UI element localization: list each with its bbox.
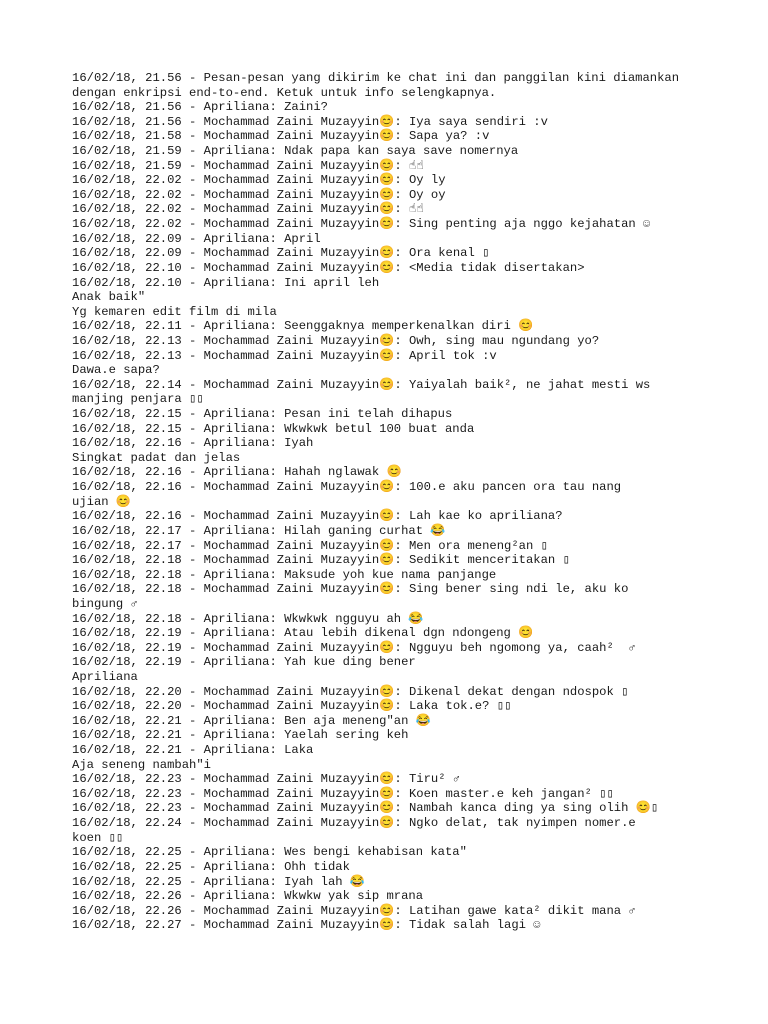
chat-log-line: 16/02/18, 22.16 - Mochammad Zaini Muzayyin😊: Lah kae ko apriliana?	[72, 509, 563, 524]
chat-log-line: 16/02/18, 22.14 - Mochammad Zaini Muzayyin😊: Yaiyalah baik², ne jahat mesti ws	[72, 377, 651, 392]
chat-log-line: ujian 😊	[72, 494, 132, 509]
chat-log-line: 16/02/18, 22.23 - Mochammad Zaini Muzayyin😊: Nambah kanca ding ya sing olih 😊▯	[72, 801, 659, 816]
chat-log-line: 16/02/18, 22.19 - Apriliana: Atau lebih dikenal dgn ndongeng 😊	[72, 626, 534, 641]
chat-log-line: 16/02/18, 22.18 - Mochammad Zaini Muzayyin😊: Sedikit menceritakan ▯	[72, 553, 570, 568]
chat-log-line: 16/02/18, 22.02 - Mochammad Zaini Muzayyin😊: ☝☝	[72, 202, 424, 217]
chat-log-line: 16/02/18, 21.59 - Apriliana: Ndak papa kan saya save nomernya	[72, 144, 519, 159]
chat-log-line: Dawa.e sapa?	[72, 363, 160, 378]
chat-log-line: 16/02/18, 22.26 - Mochammad Zaini Muzayyin😊: Latihan gawe kata² dikit mana ♂	[72, 903, 636, 918]
chat-log-line: 16/02/18, 21.59 - Mochammad Zaini Muzayyin😊: ☝☝	[72, 158, 424, 173]
chat-log-line: 16/02/18, 22.15 - Apriliana: Pesan ini telah dihapus	[72, 407, 453, 422]
chat-log-line: 16/02/18, 22.20 - Mochammad Zaini Muzayyin😊: Dikenal dekat dengan ndospok ▯	[72, 684, 629, 699]
chat-log-line: 16/02/18, 22.23 - Mochammad Zaini Muzayyin😊: Koen master.e keh jangan² ▯▯	[72, 786, 614, 801]
chat-log-line: Singkat padat dan jelas	[72, 450, 241, 465]
chat-log-line: 16/02/18, 22.10 - Mochammad Zaini Muzayyin😊: <Media tidak disertakan>	[72, 260, 585, 275]
chat-log-line: 16/02/18, 22.25 - Apriliana: Ohh tidak	[72, 859, 350, 874]
chat-log-line: 16/02/18, 22.21 - Apriliana: Yaelah sering keh	[72, 728, 409, 743]
chat-log-line: 16/02/18, 22.27 - Mochammad Zaini Muzayyin😊: Tidak salah lagi ☺	[72, 918, 541, 933]
chat-log-line: 16/02/18, 22.13 - Mochammad Zaini Muzayyin😊: April tok :v	[72, 348, 497, 363]
chat-log-line: 16/02/18, 22.24 - Mochammad Zaini Muzayyin😊: Ngko delat, tak nyimpen nomer.e	[72, 816, 636, 831]
chat-log-line: 16/02/18, 22.18 - Apriliana: Wkwkwk ngguyu ah 😂	[72, 611, 424, 626]
chat-log-line: 16/02/18, 22.25 - Apriliana: Wes bengi kehabisan kata"	[72, 845, 467, 860]
chat-log-line: 16/02/18, 22.11 - Apriliana: Seenggaknya memperkenalkan diri 😊	[72, 319, 534, 334]
chat-log-line: 16/02/18, 22.26 - Apriliana: Wkwkw yak sip mrana	[72, 889, 424, 904]
chat-log-line: 16/02/18, 22.16 - Apriliana: Hahah nglawak 😊	[72, 465, 402, 480]
chat-log-line: 16/02/18, 22.02 - Mochammad Zaini Muzayyin😊: Oy oy	[72, 187, 446, 202]
chat-log-line: 16/02/18, 22.19 - Mochammad Zaini Muzayyin😊: Ngguyu beh ngomong ya, caah² ♂	[72, 640, 636, 655]
chat-log-line: 16/02/18, 21.58 - Mochammad Zaini Muzayyin😊: Sapa ya? :v	[72, 129, 490, 144]
chat-log-line: 16/02/18, 22.02 - Mochammad Zaini Muzayyin😊: Oy ly	[72, 173, 446, 188]
chat-log-line: dengan enkripsi end-to-end. Ketuk untuk info selengkapnya.	[72, 85, 497, 100]
chat-log-line: Yg kemaren edit film di mila	[72, 304, 277, 319]
chat-log-line: 16/02/18, 22.15 - Apriliana: Wkwkwk betul 100 buat anda	[72, 421, 475, 436]
chat-log-line: Apriliana	[72, 669, 138, 684]
chat-log-document	[72, 71, 712, 933]
chat-log-line: 16/02/18, 22.25 - Apriliana: Iyah lah 😂	[72, 874, 366, 889]
chat-log-line: koen ▯▯	[72, 830, 124, 845]
chat-log-line: 16/02/18, 22.17 - Apriliana: Hilah ganing curhat 😂	[72, 523, 446, 538]
chat-log-line: 16/02/18, 22.23 - Mochammad Zaini Muzayyin😊: Tiru² ♂	[72, 772, 461, 787]
chat-log-line: 16/02/18, 22.09 - Apriliana: April	[72, 231, 321, 246]
chat-log-line: bingung ♂	[72, 596, 138, 611]
chat-log-line: 16/02/18, 22.02 - Mochammad Zaini Muzayyin😊: Sing penting aja nggo kejahatan ☺	[72, 217, 651, 232]
chat-log-line: 16/02/18, 21.56 - Pesan-pesan yang dikirim ke chat ini dan panggilan kini diamankan	[72, 71, 680, 85]
chat-log-line: 16/02/18, 22.20 - Mochammad Zaini Muzayyin😊: Laka tok.e? ▯▯	[72, 699, 512, 714]
chat-log-line: Anak baik"	[72, 290, 146, 305]
chat-log-line: 16/02/18, 22.10 - Apriliana: Ini april leh	[72, 275, 380, 290]
chat-log-line: 16/02/18, 22.17 - Mochammad Zaini Muzayyin😊: Men ora meneng²an ▯	[72, 538, 548, 553]
chat-log-line: 16/02/18, 22.18 - Mochammad Zaini Muzayyin😊: Sing bener sing ndi le, aku ko	[72, 582, 629, 597]
chat-log-line: 16/02/18, 22.16 - Mochammad Zaini Muzayyin😊: 100.e aku pancen ora tau nang	[72, 480, 622, 495]
chat-log-line: 16/02/18, 22.21 - Apriliana: Ben aja meneng"an 😂	[72, 713, 431, 728]
chat-log-line: 16/02/18, 22.13 - Mochammad Zaini Muzayyin😊: Owh, sing mau ngundang yo?	[72, 333, 600, 348]
chat-log-line: 16/02/18, 22.19 - Apriliana: Yah kue ding bener	[72, 655, 416, 670]
chat-log-line: 16/02/18, 21.56 - Mochammad Zaini Muzayyin😊: Iya saya sendiri :v	[72, 114, 548, 129]
chat-log-line: 16/02/18, 22.09 - Mochammad Zaini Muzayyin😊: Ora kenal ▯	[72, 246, 490, 261]
chat-log-line: 16/02/18, 22.21 - Apriliana: Laka	[72, 743, 314, 758]
chat-log-line: 16/02/18, 21.56 - Apriliana: Zaini?	[72, 100, 328, 115]
chat-log-line: manjing penjara ▯▯	[72, 392, 204, 407]
chat-log-line: Aja seneng nambah"i	[72, 757, 211, 772]
chat-log-line: 16/02/18, 22.16 - Apriliana: Iyah	[72, 436, 314, 451]
chat-log-line: 16/02/18, 22.18 - Apriliana: Maksude yoh kue nama panjange	[72, 567, 497, 582]
